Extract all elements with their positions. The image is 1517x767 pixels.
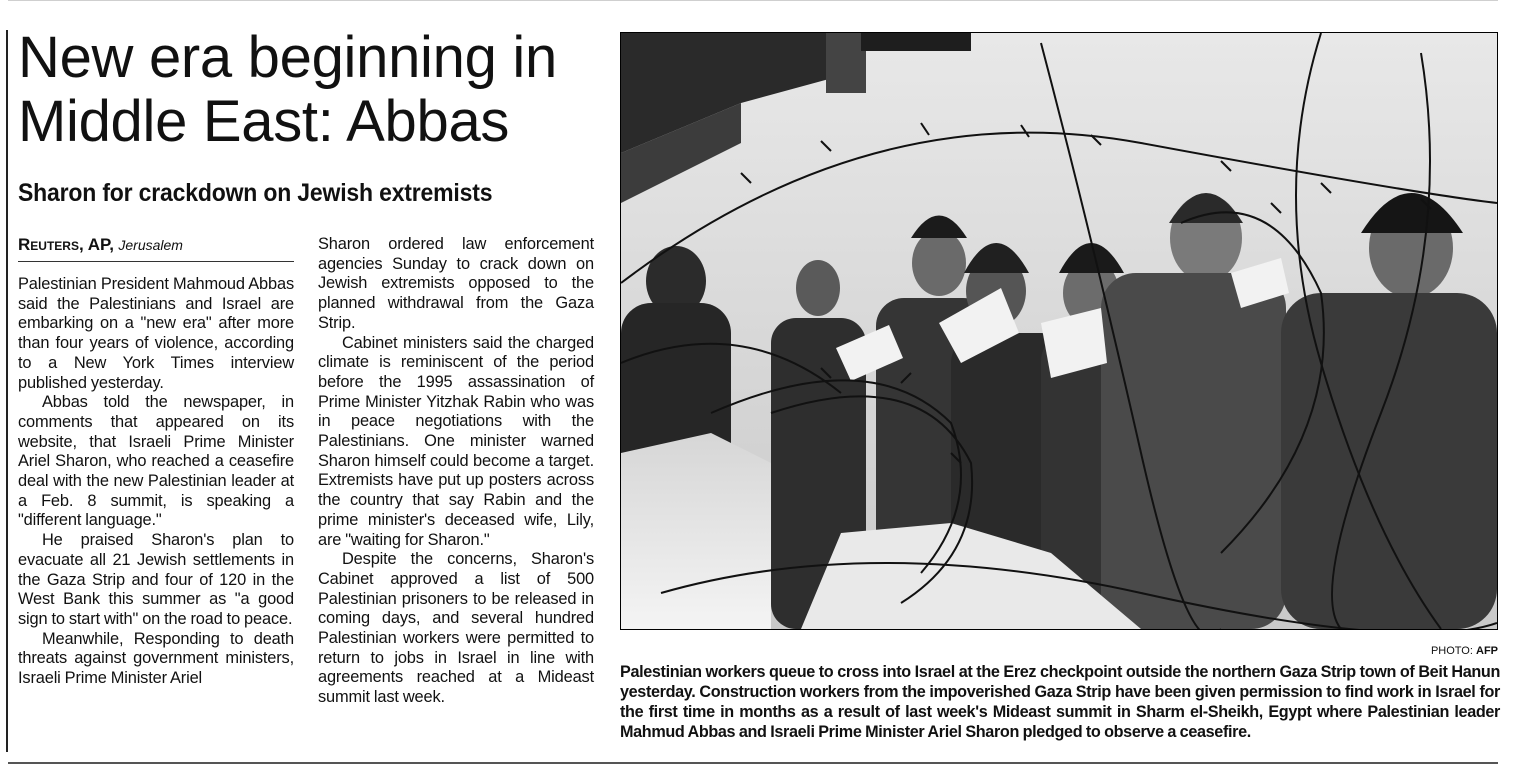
byline-rule [18,261,294,262]
photo-credit-prefix: PHOTO: [1430,645,1473,657]
top-rule [8,0,1498,1]
photo-caption: Palestinian workers queue to cross into Israel at the Erez checkpoint outside the northern Gaza Strip town of Beit Hanun yesterday. Construction workers from the impoverished Gaza Strip have been given permission to find work in Israel for the first time in months as a result of last week's Mideast summit in Sharm el-Sheikh, Egypt where Palestinian leader Mahmud Abbas and Israeli Prime Minister Ariel Sharon pledged to observe a ceasefire. [620,663,1500,741]
photo-credit-agency: AFP [1476,645,1498,657]
paragraph: Sharon ordered law enforcement agencies Sunday to crack down on Jewish extremists opposed to the planned withdrawal from the Gaza Strip. [318,235,594,332]
paragraph: Abbas told the newspaper, in comments that appeared on its website, that Israeli Prime Minister Ariel Sharon, who reached a ceasefire deal with the new Palestinian leader at a Feb. 8 summit, is speaking a "different language." [18,393,294,530]
byline-agencies: Reuters, AP, [18,235,114,254]
paragraph: Cabinet ministers said the charged climate is reminiscent of the period before the 1995 assassination of Prime Minister Yitzhak Rabin who was in peace negotiations with the Palestinians. One minister warned Sharon himself could become a target. Extremists have put up posters across the country that say Rabin and the prime minister's deceased wife, Lily, are "waiting for Sharon." [318,333,594,549]
byline [18,235,296,256]
left-column-rule [6,30,8,752]
photo-credit [1300,645,1498,658]
paragraph: Despite the concerns, Sharon's Cabinet approved a list of 500 Palestinian prisoners to be released in coming days, and several hundred Palestinian workers were permitted to return to jobs in Israel in line with agreements reached at a Mideast summit last week. [318,550,594,707]
article-column-2 [318,235,594,708]
paragraph: He praised Sharon's plan to evacuate all 21 Jewish settlements in the Gaza Strip and four of 120 in the West Bank this summer as "a good sign to start with" on the road to peace. [18,531,294,628]
subheadline: Sharon for crackdown on Jewish extremists [18,179,493,207]
paragraph: Meanwhile, Responding to death threats against government ministers, Israeli Prime Minister Ariel [18,629,294,688]
paragraph: Palestinian President Mahmoud Abbas said the Palestinians and Israel are embarking on a "new era" after more than four years of violence, according to a New York Times interview published yesterday. [18,275,294,392]
news-photo [620,32,1498,630]
headline: New era beginning in Middle East: Abbas [18,25,557,154]
bottom-rule [8,762,1498,764]
byline-dateline: Jerusalem [118,237,183,253]
article-column-1 [18,275,294,689]
